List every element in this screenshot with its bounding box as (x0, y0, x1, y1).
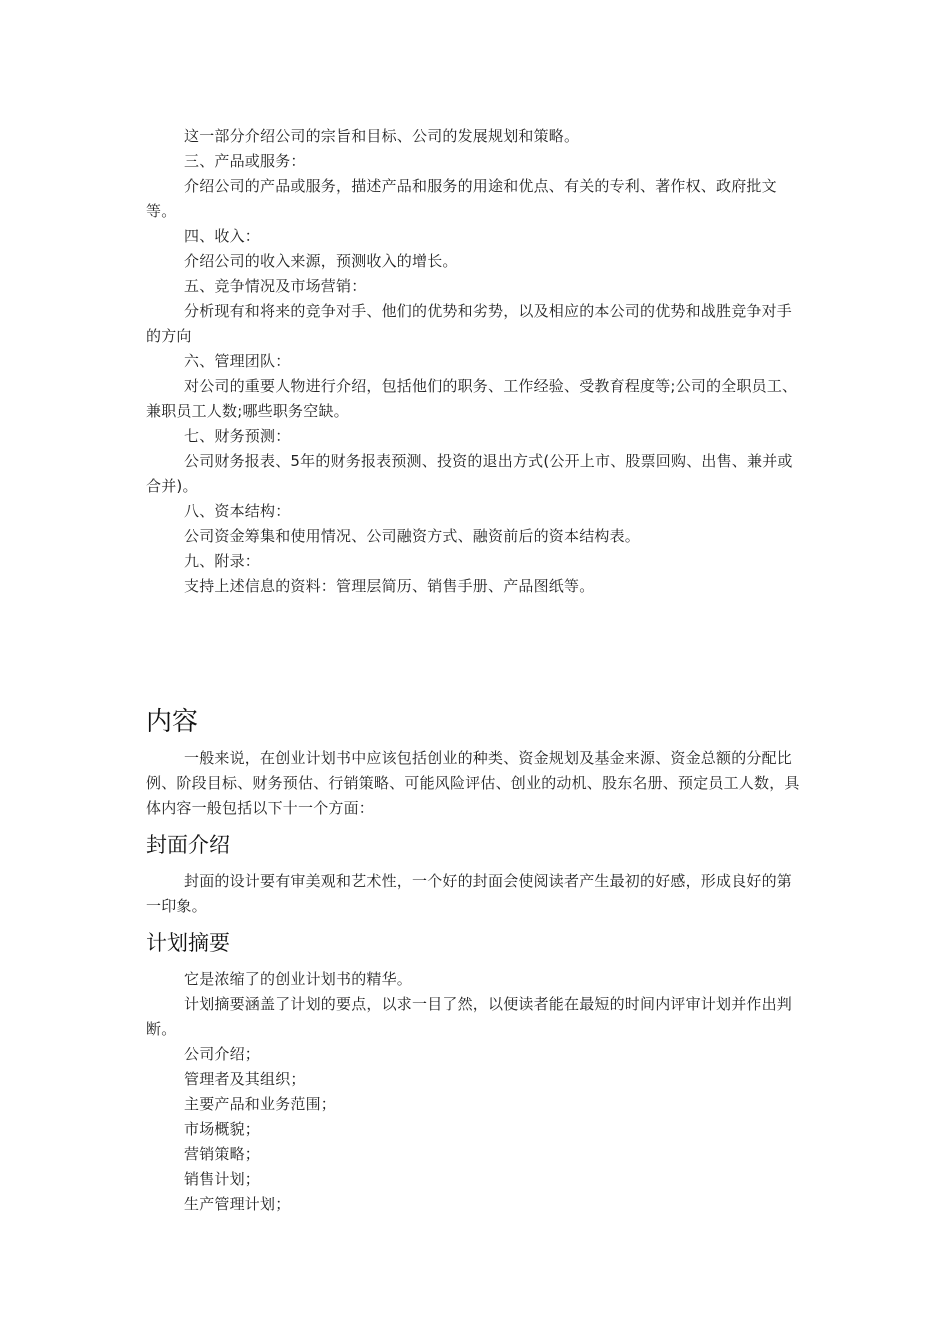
section-heading-appendix: 九、附录： (184, 552, 261, 570)
summary-list-item: 营销策略； (184, 1145, 261, 1163)
section-heading-capital: 八、资本结构： (184, 502, 291, 520)
summary-paragraph: 计划摘要涵盖了计划的要点，以求一目了然，以便读者能在最短的时间内评审计划并作出判断。 (146, 995, 793, 1038)
section-heading-competition: 五、竞争情况及市场营销： (184, 277, 367, 295)
content-section (146, 702, 802, 1217)
summary-list-item: 主要产品和业务范围； (184, 1095, 337, 1113)
paragraph: 这一部分介绍公司的宗旨和目标、公司的发展规划和策略。 (184, 127, 580, 145)
paragraph: 公司财务报表、5年的财务报表预测、投资的退出方式(公开上市、股票回购、出售、兼并或合并)。 (146, 452, 793, 495)
summary-list-item: 公司介绍； (184, 1045, 261, 1063)
intro-paragraph: 一般来说，在创业计划书中应该包括创业的种类、资金规划及基金来源、资金总额的分配比例、阶段目标、财务预估、行销策略、可能风险评估、创业的动机、股东名册、预定员工人数，具体内容一般包括以下十一个方面： (146, 749, 800, 817)
paragraph: 分析现有和将来的竞争对手、他们的优势和劣势，以及相应的本公司的优势和战胜竞争对手的方向 (146, 302, 793, 345)
paragraph: 介绍公司的产品或服务，描述产品和服务的用途和优点、有关的专利、著作权、政府批文等。 (146, 177, 777, 220)
summary-list-item: 销售计划； (184, 1170, 261, 1188)
section-heading-income: 四、收入： (184, 227, 261, 245)
section-heading-finance: 七、财务预测： (184, 427, 291, 445)
paragraph: 支持上述信息的资料：管理层简历、销售手册、产品图纸等。 (184, 577, 595, 595)
content-title: 内容 (146, 707, 199, 737)
cover-paragraph: 封面的设计要有审美观和艺术性，一个好的封面会使阅读者产生最初的好感，形成良好的第一印象。 (146, 872, 793, 915)
cover-heading: 封面介绍 (146, 833, 230, 857)
business-plan-sections (146, 124, 802, 599)
summary-list-item: 市场概貌； (184, 1120, 261, 1138)
summary-list-item: 管理者及其组织； (184, 1070, 306, 1088)
section-heading-management: 六、管理团队： (184, 352, 291, 370)
paragraph: 介绍公司的收入来源，预测收入的增长。 (184, 252, 458, 270)
paragraph: 公司资金筹集和使用情况、公司融资方式、融资前后的资本结构表。 (184, 527, 641, 545)
summary-list-item: 生产管理计划； (184, 1195, 291, 1213)
paragraph: 对公司的重要人物进行介绍，包括他们的职务、工作经验、受教育程度等;公司的全职员工、兼职员工人数;哪些职务空缺。 (146, 377, 798, 420)
summary-paragraph: 它是浓缩了的创业计划书的精华。 (184, 970, 413, 988)
summary-heading: 计划摘要 (146, 931, 230, 955)
section-heading-products: 三、产品或服务： (184, 152, 306, 170)
